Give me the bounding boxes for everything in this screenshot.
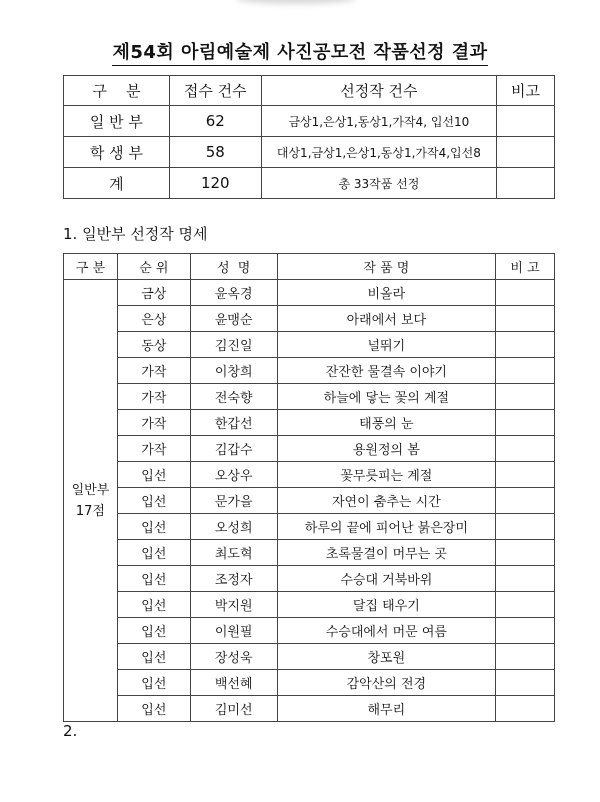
summary-total-row (64, 168, 555, 199)
table-row (64, 436, 555, 462)
entry-rank: 입선 (117, 696, 190, 722)
entry-name: 한갑선 (190, 410, 277, 436)
document-title (0, 38, 600, 66)
entries-header-work: 작 품 명 (277, 254, 495, 280)
summary-header-category: 구 분 (64, 76, 170, 106)
entry-work: 창포원 (277, 644, 495, 670)
entry-work: 태풍의 눈 (277, 410, 495, 436)
table-row (64, 592, 555, 618)
table-row (64, 670, 555, 696)
entry-note (496, 566, 555, 592)
entries-header-category: 구 분 (64, 254, 118, 280)
entry-name: 김진일 (190, 332, 277, 358)
group-label-cell (64, 280, 118, 722)
entry-note (496, 644, 555, 670)
summary-received: 120 (169, 168, 261, 199)
entry-note (496, 696, 555, 722)
entry-note (496, 358, 555, 384)
entry-name: 이창희 (190, 358, 277, 384)
group-label: 일반부 (71, 482, 110, 498)
summary-header-received: 접수 건수 (169, 76, 261, 106)
table-row (64, 514, 555, 540)
table-row (64, 618, 555, 644)
table-row (64, 306, 555, 332)
entry-work: 비올라 (277, 280, 495, 306)
summary-category: 학 생 부 (64, 137, 170, 168)
summary-received: 62 (169, 106, 261, 137)
table-row (64, 696, 555, 722)
entry-name: 최도혁 (190, 540, 277, 566)
summary-header-note: 비고 (497, 76, 555, 106)
table-row (64, 280, 555, 306)
table-row (64, 566, 555, 592)
entry-note (496, 410, 555, 436)
summary-selected: 금상1,은상1,동상1,가작4, 입선10 (261, 106, 496, 137)
entry-rank: 입선 (117, 488, 190, 514)
entry-rank: 입선 (117, 644, 190, 670)
table-row (64, 384, 555, 410)
entry-work: 초록물결이 머무는 곳 (277, 540, 495, 566)
entry-note (496, 540, 555, 566)
entry-name: 박지원 (190, 592, 277, 618)
summary-header-row (64, 76, 555, 106)
entry-rank: 입선 (117, 514, 190, 540)
summary-category: 일 반 부 (64, 106, 170, 137)
table-row (64, 488, 555, 514)
summary-table (63, 75, 555, 199)
section-2-heading: 2. (63, 722, 78, 740)
entry-name: 김미선 (190, 696, 277, 722)
summary-received: 58 (169, 137, 261, 168)
entry-name: 전숙향 (190, 384, 277, 410)
entry-rank: 입선 (117, 670, 190, 696)
entry-work: 용원정의 봄 (277, 436, 495, 462)
entry-note (496, 670, 555, 696)
summary-row (64, 106, 555, 137)
entry-note (496, 488, 555, 514)
entry-name: 윤맹순 (190, 306, 277, 332)
entry-rank: 입선 (117, 618, 190, 644)
entry-rank: 은상 (117, 306, 190, 332)
entry-name: 이원필 (190, 618, 277, 644)
page-edge-shadow (236, 0, 356, 4)
entry-name: 오성희 (190, 514, 277, 540)
entry-work: 달집 태우기 (277, 592, 495, 618)
entries-header-note: 비 고 (496, 254, 555, 280)
entry-name: 윤옥경 (190, 280, 277, 306)
entries-header-row (64, 254, 555, 280)
entry-rank: 가작 (117, 358, 190, 384)
entry-note (496, 436, 555, 462)
entry-note (496, 384, 555, 410)
table-row (64, 358, 555, 384)
entry-rank: 입선 (117, 566, 190, 592)
entry-work: 감악산의 전경 (277, 670, 495, 696)
table-row (64, 462, 555, 488)
summary-note (497, 137, 555, 168)
entry-rank: 가작 (117, 410, 190, 436)
entry-rank: 가작 (117, 384, 190, 410)
entry-rank: 가작 (117, 436, 190, 462)
entry-work: 수승대에서 머문 여름 (277, 618, 495, 644)
summary-selected: 총 33작품 선정 (261, 168, 496, 199)
entry-work: 아래에서 보다 (277, 306, 495, 332)
entry-name: 백선혜 (190, 670, 277, 696)
document-title-text: 제54회 아림예술제 사진공모전 작품선정 결과 (112, 38, 487, 66)
summary-category: 계 (64, 168, 170, 199)
entry-rank: 입선 (117, 540, 190, 566)
entry-note (496, 332, 555, 358)
entry-rank: 금상 (117, 280, 190, 306)
entry-note (496, 462, 555, 488)
summary-note (497, 168, 555, 199)
entry-name: 오상우 (190, 462, 277, 488)
entry-work: 하늘에 닿는 꽃의 계절 (277, 384, 495, 410)
entries-header-name: 성 명 (190, 254, 277, 280)
summary-header-selected: 선정작 건수 (261, 76, 496, 106)
entry-name: 문가을 (190, 488, 277, 514)
entry-note (496, 618, 555, 644)
entries-table (63, 253, 555, 722)
entry-work: 널뛰기 (277, 332, 495, 358)
entry-note (496, 514, 555, 540)
table-row (64, 644, 555, 670)
table-row (64, 332, 555, 358)
entry-work: 해무리 (277, 696, 495, 722)
entry-name: 김갑수 (190, 436, 277, 462)
entry-work: 꽃무릇피는 계절 (277, 462, 495, 488)
summary-selected: 대상1,금상1,은상1,동상1,가작4,입선8 (261, 137, 496, 168)
table-row (64, 410, 555, 436)
entry-rank: 입선 (117, 462, 190, 488)
entries-header-rank: 순 위 (117, 254, 190, 280)
entry-name: 장성욱 (190, 644, 277, 670)
table-row (64, 540, 555, 566)
entry-work: 자연이 춤추는 시간 (277, 488, 495, 514)
entry-rank: 입선 (117, 592, 190, 618)
entry-note (496, 280, 555, 306)
entry-work: 수승대 거북바위 (277, 566, 495, 592)
group-count: 17점 (75, 503, 105, 519)
entry-work: 하루의 끝에 피어난 붉은장미 (277, 514, 495, 540)
entry-name: 조정자 (190, 566, 277, 592)
entry-note (496, 306, 555, 332)
summary-row (64, 137, 555, 168)
summary-note (497, 106, 555, 137)
entry-rank: 동상 (117, 332, 190, 358)
section-1-heading: 1. 일반부 선정작 명세 (63, 225, 208, 243)
entry-note (496, 592, 555, 618)
entry-work: 잔잔한 물결속 이야기 (277, 358, 495, 384)
